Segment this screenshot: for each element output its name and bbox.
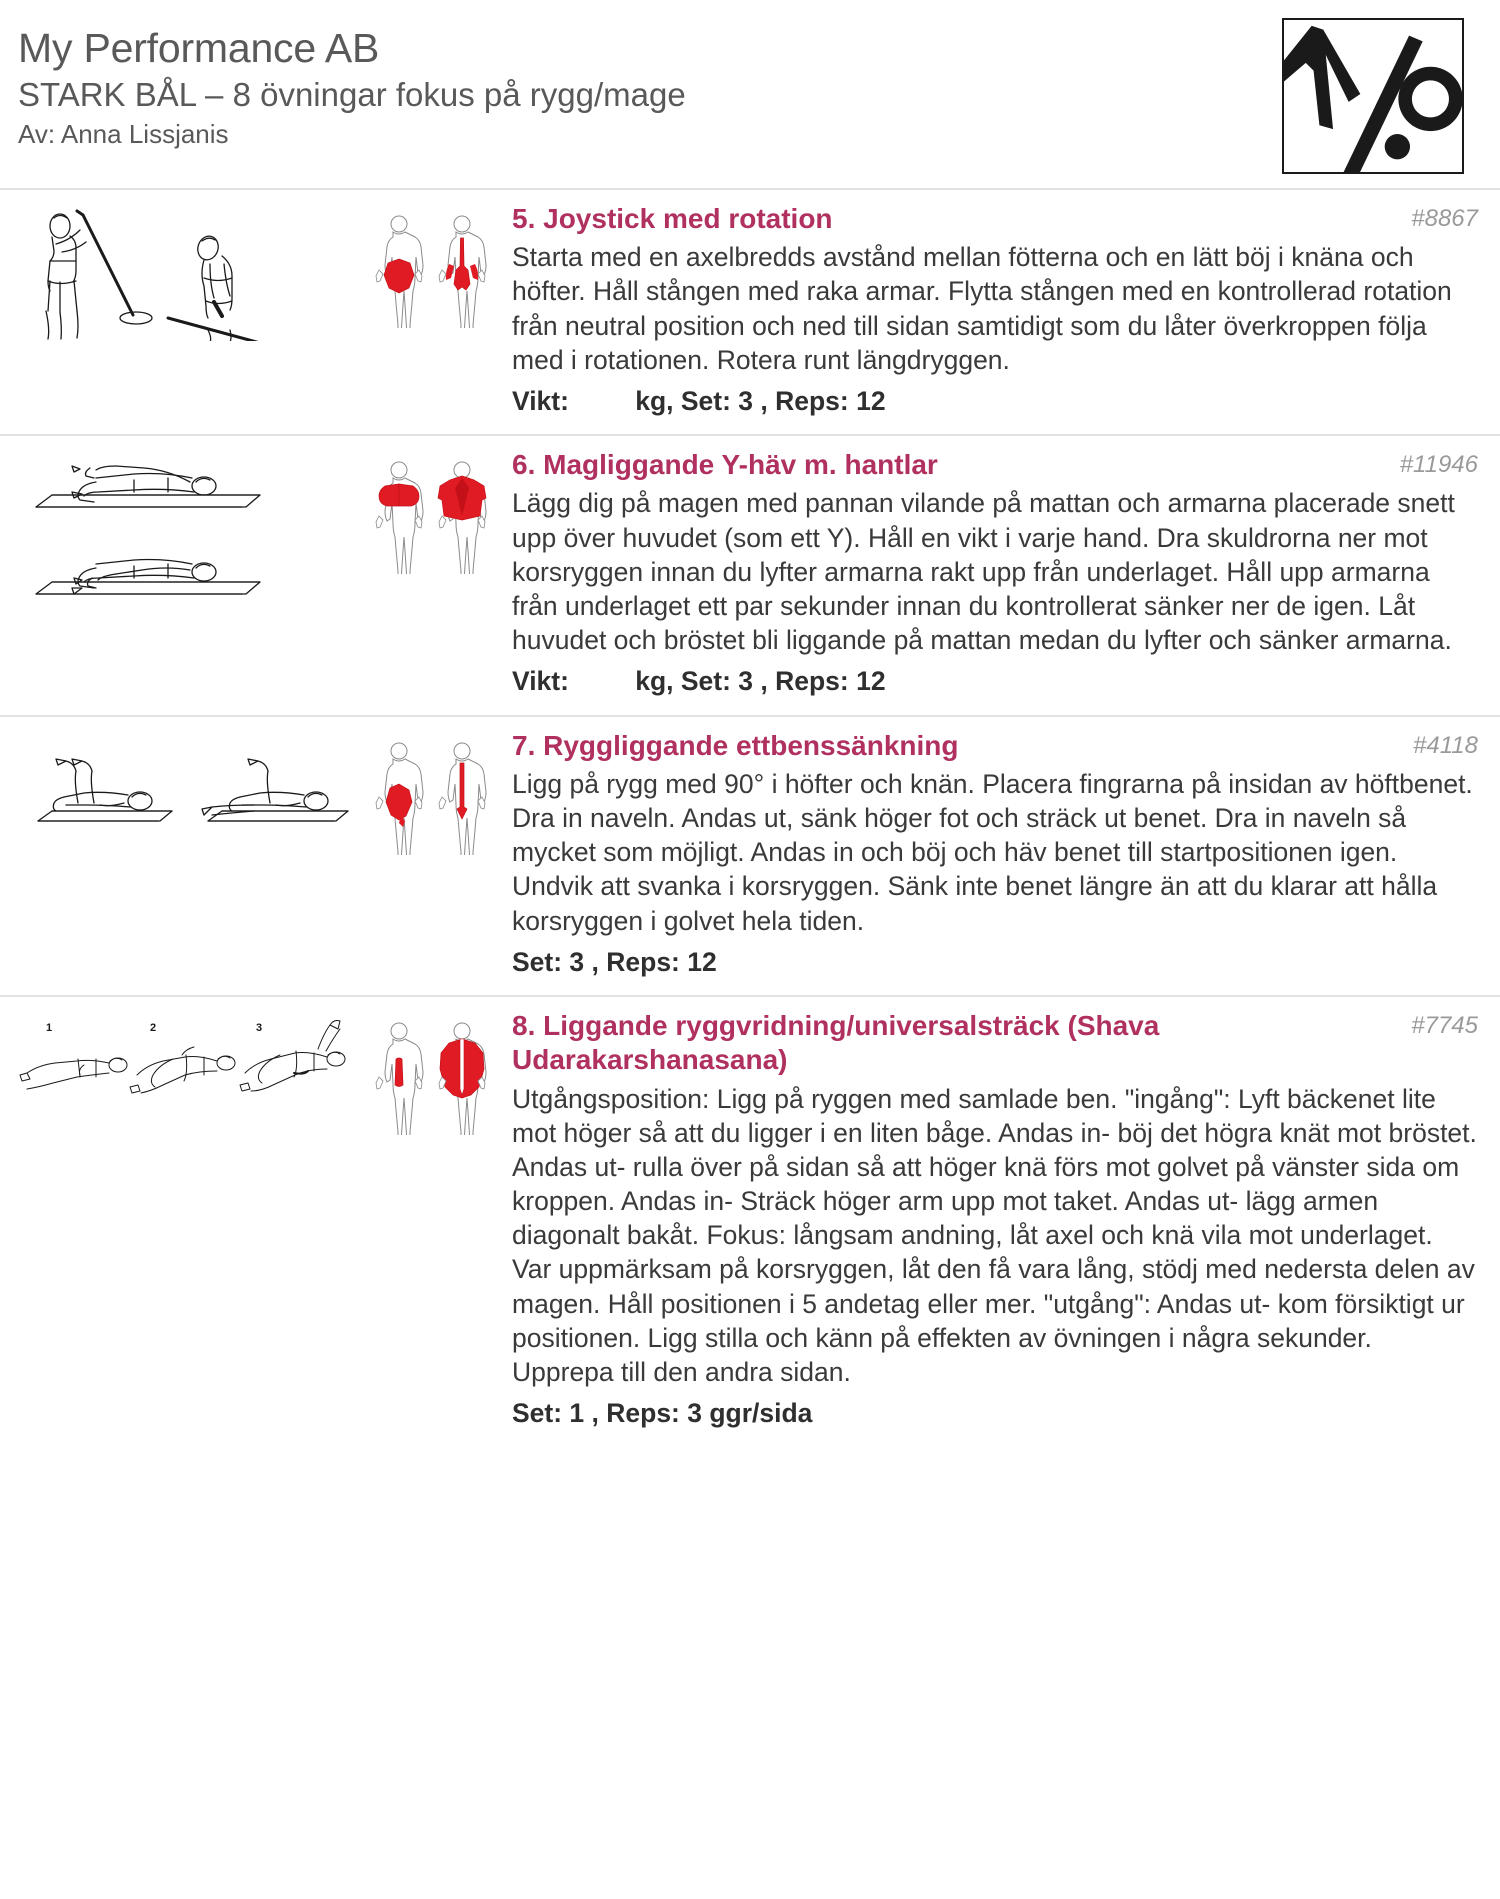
exercise-description: Utgångsposition: Ligg på ryggen med samlade ben. "ingång": Lyft bäckenet lite mot höger så att du ligger i en liten båge. Andas in- böj det högra knät mot bröstet. Andas ut- rulla över på sidan så att höger knä förs mot golvet på vänster sida om kroppen. Andas in- Sträck höger arm upp mot taket. Andas ut- lägg armen diagonalt bakåt. Fokus: långsam andning, låt axel och knä vila mot underlaget. Var uppmärksam på korsryggen, låt den få vara lång, stödj med nedersta delen av magen. Håll positionen i 5 andetag eller mer. "utgång": Andas ut- kom försiktigt ur positionen. Ligg stilla och känn på effekten av övningen i några sekunder. Upprepa till den andra sidan.: [512, 1083, 1477, 1387]
prone-y-raise-illustration: [18, 448, 363, 627]
program-title: STARK BÅL – 8 övningar fokus på rygg/mage: [18, 75, 686, 113]
exercise-description: Starta med en axelbredds avstånd mellan fötterna och en lätt böj i knäna och höfter. Håll stången med raka armar. Flytta stången med en kontrollerad rotation från neutral position och ned till sidan samtidigt som du låter överkroppen följa med i rotationen. Rotera runt längdryggen.: [512, 242, 1452, 375]
exercise-title-row: [512, 1009, 1478, 1077]
exercise-details: [498, 729, 1482, 979]
anatomy-abs-spine: [363, 729, 498, 855]
exercise-details: [498, 448, 1482, 698]
my-performance-logo: [1282, 18, 1464, 174]
exercise-title-row: [512, 202, 1478, 236]
exercise-list: [0, 188, 1500, 1446]
company-name: My Performance AB: [18, 25, 380, 71]
exercise-parameters: Set: 1 , Reps: 3 ggr/sida: [512, 1398, 813, 1429]
exercise-row: [0, 995, 1500, 1446]
exercise-parameters: Vikt: kg, Set: 3 , Reps: 12: [512, 385, 886, 416]
exercise-row: [0, 434, 1500, 714]
step-number-3: 3: [256, 1022, 263, 1035]
exercise-title: 5. Joystick med rotation: [512, 203, 833, 234]
exercise-description: Lägg dig på magen med pannan vilande på mattan och armarna placerade snett upp över huvudet (som ett Y). Håll en vikt i varje hand. Dra skuldrorna ner mot korsryggen innan du lyfter armarna rakt upp från underlaget. Håll upp armarna från underlaget ett par sekunder innan du kontrollerat sänker ner de igen. Låt huvudet och bröstet bli liggande på mattan medan du lyfter och sänker armarna.: [512, 488, 1455, 656]
exercise-parameters: Vikt: kg, Set: 3 , Reps: 12: [512, 666, 886, 697]
exercise-id-badge: #11946: [1399, 451, 1478, 479]
exercise-description: Ligg på rygg med 90° i höfter och knän. Placera fingrarna på insidan av höftbenet. Dra in naveln. Andas ut, sänk höger fot och sträck ut benet. Dra in naveln så mycket som möjligt. Andas in och böj och häv benet till startpositionen igen. Undvik att svanka i korsryggen. Sänk inte benet längre än att du klarar att hålla korsryggen i golvet hela tiden.: [512, 768, 1473, 936]
joystick-rotation-illustration: [18, 202, 363, 341]
exercise-id-badge: #7745: [1411, 1012, 1478, 1040]
exercise-title: 8. Liggande ryggvridning/universalsträck (Shava Udarakarshanasana): [512, 1010, 1160, 1076]
exercise-id-badge: #8867: [1411, 205, 1478, 232]
exercise-row: [0, 715, 1500, 995]
step-number-1: 1: [46, 1022, 53, 1035]
exercise-details: [498, 202, 1482, 418]
supine-single-leg-lower-illustration: [18, 729, 363, 859]
document-header: [0, 0, 1500, 174]
exercise-details: [498, 1009, 1482, 1430]
lying-spinal-twist-illustration: [18, 1009, 363, 1139]
exercise-title: 6. Magliggande Y-häv m. hantlar: [512, 449, 938, 481]
exercise-parameters: Set: 3 , Reps: 12: [512, 946, 717, 977]
exercise-row: [0, 188, 1500, 434]
exercise-title: 7. Ryggliggande ettbenssänkning: [512, 729, 959, 761]
anatomy-chest-upperback: [363, 448, 498, 574]
exercise-title-row: [512, 729, 1478, 763]
exercise-title-row: [512, 448, 1478, 482]
anatomy-spine-lats: [363, 1009, 498, 1135]
header-text-block: [18, 18, 686, 150]
author-line: Av: Anna Lissjanis: [18, 118, 229, 149]
step-number-2: 2: [150, 1022, 157, 1035]
exercise-id-badge: #4118: [1413, 731, 1478, 759]
anatomy-abs-lowerback: [363, 202, 498, 328]
